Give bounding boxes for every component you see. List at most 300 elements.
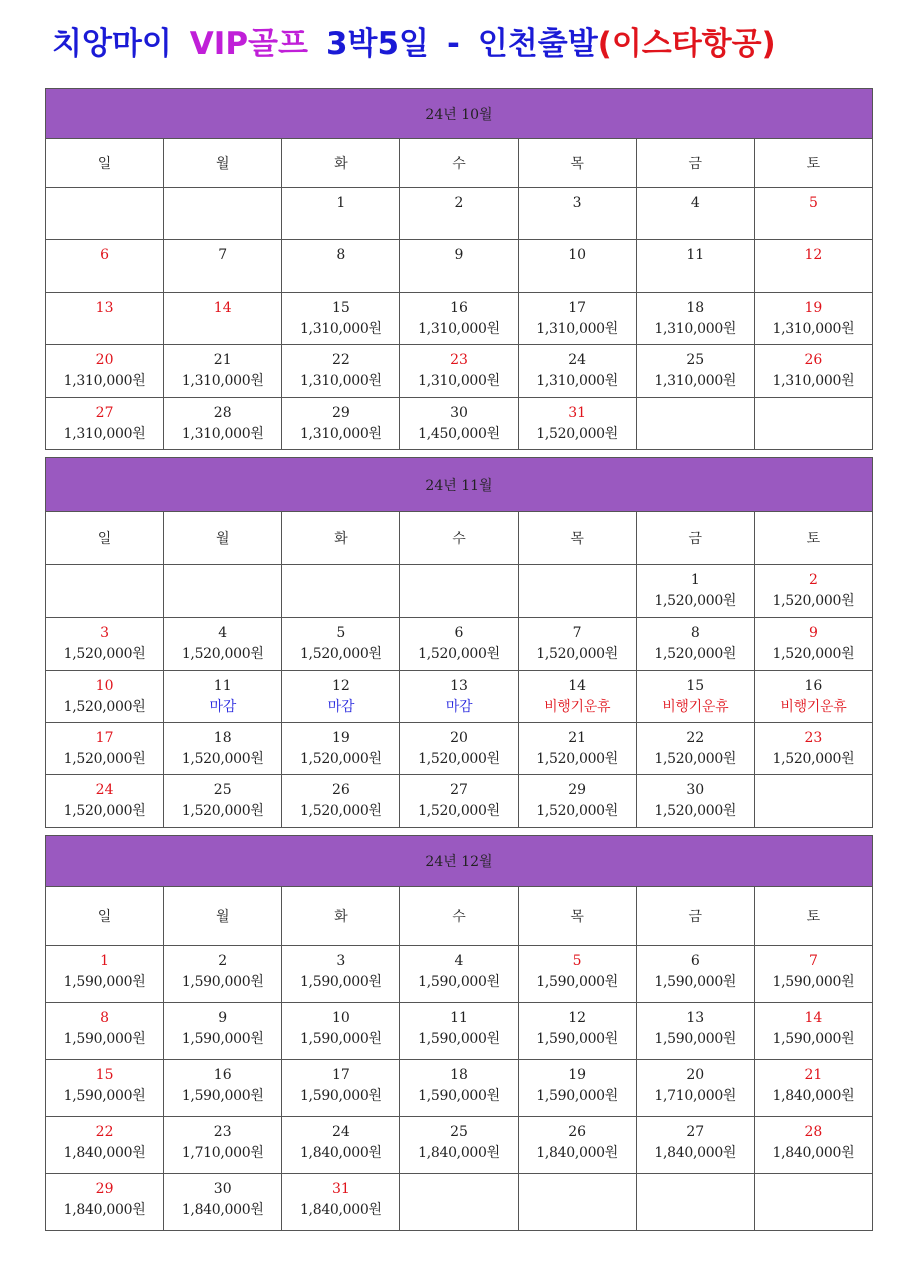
day-number: 31 bbox=[331, 1181, 350, 1197]
day-number: 19 bbox=[804, 300, 823, 316]
day-cell bbox=[282, 293, 400, 345]
week-row bbox=[46, 1174, 873, 1231]
day-cell bbox=[46, 398, 164, 450]
day-cell bbox=[518, 240, 636, 293]
week-row bbox=[46, 1117, 873, 1174]
day-number: 14 bbox=[213, 300, 232, 316]
day-price: 1,310,000원 bbox=[772, 321, 855, 337]
day-cell bbox=[754, 775, 872, 828]
day-price: 1,310,000원 bbox=[181, 426, 264, 442]
weekday-label: 수 bbox=[400, 512, 518, 565]
day-cell bbox=[518, 293, 636, 345]
day-price: 1,520,000원 bbox=[772, 646, 855, 662]
day-cell bbox=[754, 723, 872, 775]
day-price: 1,520,000원 bbox=[536, 646, 619, 662]
day-cell bbox=[164, 775, 282, 828]
day-cell bbox=[164, 723, 282, 775]
weekday-label: 토 bbox=[754, 887, 872, 946]
day-number: 1 bbox=[690, 572, 700, 588]
day-price: 1,840,000원 bbox=[63, 1145, 146, 1161]
day-cell bbox=[636, 398, 754, 450]
month-title: 24년 10월 bbox=[46, 89, 873, 139]
day-cell bbox=[164, 946, 282, 1003]
day-number: 19 bbox=[568, 1067, 587, 1083]
day-number: 13 bbox=[686, 1010, 705, 1026]
day-price: 1,520,000원 bbox=[536, 426, 619, 442]
day-cell bbox=[400, 1003, 518, 1060]
day-cell bbox=[754, 188, 872, 240]
day-price: 1,590,000원 bbox=[299, 974, 382, 990]
day-price: 1,520,000원 bbox=[181, 646, 264, 662]
day-price: 1,310,000원 bbox=[299, 426, 382, 442]
title-duration: 3박5일 bbox=[325, 26, 429, 62]
day-cell bbox=[400, 671, 518, 723]
day-number: 3 bbox=[572, 195, 582, 211]
day-price: 1,590,000원 bbox=[63, 1088, 146, 1104]
day-number: 12 bbox=[568, 1010, 587, 1026]
day-number: 4 bbox=[454, 953, 464, 969]
day-price: 1,310,000원 bbox=[181, 373, 264, 389]
day-number: 16 bbox=[450, 300, 468, 316]
day-cell bbox=[164, 618, 282, 671]
week-row bbox=[46, 188, 873, 240]
day-number: 14 bbox=[568, 678, 587, 694]
day-price: 마감 bbox=[327, 699, 355, 715]
day-price: 1,520,000원 bbox=[654, 751, 737, 767]
day-number: 3 bbox=[100, 625, 110, 641]
month-title: 24년 12월 bbox=[46, 836, 873, 887]
day-cell bbox=[518, 775, 636, 828]
weekday-label: 일 bbox=[46, 887, 164, 946]
day-price: 1,310,000원 bbox=[654, 373, 737, 389]
day-number: 9 bbox=[218, 1010, 228, 1026]
day-cell bbox=[400, 618, 518, 671]
day-number: 3 bbox=[336, 953, 346, 969]
day-number: 29 bbox=[331, 405, 350, 421]
day-price: 1,310,000원 bbox=[299, 321, 382, 337]
title-airline: (이스타항공) bbox=[597, 26, 776, 62]
day-price: 1,590,000원 bbox=[181, 1088, 264, 1104]
day-cell bbox=[282, 188, 400, 240]
day-number: 5 bbox=[808, 195, 818, 211]
day-number: 29 bbox=[95, 1181, 114, 1197]
day-price: 1,840,000원 bbox=[772, 1088, 855, 1104]
day-cell bbox=[282, 240, 400, 293]
day-price: 1,310,000원 bbox=[772, 373, 855, 389]
day-number: 5 bbox=[572, 953, 582, 969]
day-cell bbox=[636, 946, 754, 1003]
day-price: 1,590,000원 bbox=[63, 1031, 146, 1047]
weekday-label: 수 bbox=[400, 139, 518, 188]
day-cell bbox=[282, 1174, 400, 1231]
month-title: 24년 11월 bbox=[46, 458, 873, 512]
day-number: 4 bbox=[690, 195, 700, 211]
day-price: 1,520,000원 bbox=[772, 751, 855, 767]
day-number: 25 bbox=[450, 1124, 468, 1140]
day-number: 1 bbox=[100, 953, 110, 969]
day-cell bbox=[400, 565, 518, 618]
day-number: 30 bbox=[450, 405, 468, 421]
weekday-label: 토 bbox=[754, 512, 872, 565]
day-price: 1,590,000원 bbox=[536, 1088, 619, 1104]
weekday-label: 금 bbox=[636, 139, 754, 188]
day-cell bbox=[636, 1003, 754, 1060]
day-price: 1,840,000원 bbox=[654, 1145, 737, 1161]
day-number: 21 bbox=[213, 352, 232, 368]
day-cell bbox=[282, 671, 400, 723]
weekday-label: 목 bbox=[518, 512, 636, 565]
week-row bbox=[46, 1003, 873, 1060]
week-row bbox=[46, 723, 873, 775]
day-number: 16 bbox=[213, 1067, 232, 1083]
day-number: 14 bbox=[804, 1010, 823, 1026]
day-price: 1,840,000원 bbox=[772, 1145, 855, 1161]
week-row bbox=[46, 775, 873, 828]
day-cell bbox=[46, 565, 164, 618]
day-cell bbox=[46, 188, 164, 240]
day-cell bbox=[754, 1174, 872, 1231]
day-cell bbox=[518, 398, 636, 450]
day-cell bbox=[636, 1174, 754, 1231]
day-number: 12 bbox=[331, 678, 350, 694]
day-cell bbox=[164, 345, 282, 398]
day-cell bbox=[518, 1117, 636, 1174]
day-price: 1,310,000원 bbox=[63, 426, 146, 442]
day-number: 28 bbox=[213, 405, 232, 421]
weekday-label: 화 bbox=[282, 139, 400, 188]
weekday-label: 목 bbox=[518, 139, 636, 188]
day-cell bbox=[46, 671, 164, 723]
day-cell bbox=[282, 1060, 400, 1117]
day-number: 7 bbox=[572, 625, 582, 641]
day-price: 1,520,000원 bbox=[654, 803, 737, 819]
weekday-label: 화 bbox=[282, 887, 400, 946]
day-price: 1,310,000원 bbox=[536, 373, 619, 389]
title-destination: 치앙마이 bbox=[52, 26, 172, 62]
day-number: 17 bbox=[95, 730, 114, 746]
day-cell bbox=[282, 398, 400, 450]
day-cell bbox=[636, 1117, 754, 1174]
day-cell bbox=[282, 565, 400, 618]
day-cell bbox=[754, 1003, 872, 1060]
day-number: 26 bbox=[331, 782, 350, 798]
day-price: 1,310,000원 bbox=[63, 373, 146, 389]
day-price: 1,520,000원 bbox=[418, 803, 500, 819]
day-cell bbox=[46, 240, 164, 293]
day-cell bbox=[754, 618, 872, 671]
day-number: 27 bbox=[686, 1124, 705, 1140]
day-number: 11 bbox=[450, 1010, 468, 1026]
day-number: 21 bbox=[568, 730, 587, 746]
day-cell bbox=[46, 1117, 164, 1174]
day-price: 1,590,000원 bbox=[418, 974, 500, 990]
day-price: 1,590,000원 bbox=[299, 1088, 382, 1104]
day-cell bbox=[282, 1003, 400, 1060]
day-price: 1,710,000원 bbox=[654, 1088, 737, 1104]
day-cell bbox=[400, 1174, 518, 1231]
day-cell bbox=[164, 1117, 282, 1174]
day-number: 25 bbox=[686, 352, 705, 368]
month-header bbox=[46, 458, 873, 512]
week-row bbox=[46, 946, 873, 1003]
day-cell bbox=[754, 398, 872, 450]
day-number: 10 bbox=[95, 678, 114, 694]
day-cell bbox=[164, 398, 282, 450]
day-price: 1,520,000원 bbox=[536, 751, 619, 767]
day-number: 28 bbox=[804, 1124, 823, 1140]
day-cell bbox=[754, 565, 872, 618]
day-number: 16 bbox=[804, 678, 823, 694]
day-cell bbox=[636, 188, 754, 240]
day-number: 6 bbox=[454, 625, 464, 641]
day-price: 비행기운휴 bbox=[662, 699, 729, 715]
day-price: 1,840,000원 bbox=[63, 1202, 146, 1218]
day-price: 1,520,000원 bbox=[418, 646, 500, 662]
day-price: 1,840,000원 bbox=[299, 1202, 382, 1218]
day-cell bbox=[282, 775, 400, 828]
weekday-row bbox=[46, 887, 873, 946]
day-cell bbox=[282, 618, 400, 671]
day-cell bbox=[46, 775, 164, 828]
day-cell bbox=[518, 188, 636, 240]
day-cell bbox=[282, 946, 400, 1003]
day-cell bbox=[164, 188, 282, 240]
day-cell bbox=[754, 240, 872, 293]
day-number: 20 bbox=[686, 1067, 705, 1083]
day-cell bbox=[636, 671, 754, 723]
day-cell bbox=[754, 293, 872, 345]
day-price: 1,590,000원 bbox=[299, 1031, 382, 1047]
day-number: 22 bbox=[95, 1124, 114, 1140]
day-number: 8 bbox=[690, 625, 700, 641]
day-price: 비행기운휴 bbox=[544, 699, 611, 715]
title-departure: 인천출발 bbox=[477, 26, 598, 62]
weekday-label: 목 bbox=[518, 887, 636, 946]
day-number: 7 bbox=[808, 953, 818, 969]
day-number: 18 bbox=[213, 730, 232, 746]
calendar-october bbox=[45, 88, 873, 450]
calendar-november bbox=[45, 457, 873, 828]
day-cell bbox=[282, 345, 400, 398]
day-number: 30 bbox=[213, 1181, 232, 1197]
month-header bbox=[46, 836, 873, 887]
day-price: 1,840,000원 bbox=[299, 1145, 382, 1161]
day-cell bbox=[400, 188, 518, 240]
day-cell bbox=[518, 671, 636, 723]
day-cell bbox=[400, 398, 518, 450]
day-price: 1,590,000원 bbox=[536, 974, 619, 990]
weekday-label: 월 bbox=[164, 512, 282, 565]
day-cell bbox=[754, 946, 872, 1003]
day-price: 1,450,000원 bbox=[418, 426, 500, 442]
day-number: 11 bbox=[686, 247, 705, 263]
day-cell bbox=[518, 1003, 636, 1060]
day-number: 20 bbox=[450, 730, 468, 746]
day-number: 1 bbox=[336, 195, 346, 211]
day-number: 2 bbox=[218, 953, 228, 969]
day-number: 15 bbox=[331, 300, 350, 316]
weekday-row bbox=[46, 139, 873, 188]
day-cell bbox=[636, 345, 754, 398]
day-cell bbox=[636, 1060, 754, 1117]
day-number: 23 bbox=[804, 730, 823, 746]
day-number: 13 bbox=[450, 678, 468, 694]
week-row bbox=[46, 293, 873, 345]
day-number: 26 bbox=[568, 1124, 587, 1140]
day-price: 1,310,000원 bbox=[418, 321, 500, 337]
day-number: 15 bbox=[686, 678, 705, 694]
day-cell bbox=[636, 293, 754, 345]
page-title bbox=[52, 18, 776, 66]
day-price: 1,590,000원 bbox=[63, 974, 146, 990]
day-price: 1,590,000원 bbox=[181, 974, 264, 990]
day-price: 1,520,000원 bbox=[299, 751, 382, 767]
day-cell bbox=[46, 1003, 164, 1060]
day-price: 1,590,000원 bbox=[418, 1031, 500, 1047]
day-number: 31 bbox=[568, 405, 587, 421]
day-cell bbox=[46, 1060, 164, 1117]
day-cell bbox=[754, 1117, 872, 1174]
day-cell bbox=[518, 1060, 636, 1117]
title-product: VIP골프 bbox=[189, 26, 308, 62]
day-price: 1,520,000원 bbox=[63, 751, 146, 767]
day-number: 21 bbox=[804, 1067, 823, 1083]
day-price: 1,520,000원 bbox=[654, 646, 737, 662]
day-price: 1,840,000원 bbox=[536, 1145, 619, 1161]
day-cell bbox=[636, 618, 754, 671]
day-price: 1,520,000원 bbox=[654, 593, 737, 609]
day-price: 1,590,000원 bbox=[654, 1031, 737, 1047]
day-number: 19 bbox=[331, 730, 350, 746]
weekday-label: 금 bbox=[636, 887, 754, 946]
day-cell bbox=[518, 345, 636, 398]
week-row bbox=[46, 1060, 873, 1117]
day-price: 마감 bbox=[209, 699, 236, 715]
day-price: 1,520,000원 bbox=[772, 593, 855, 609]
day-cell bbox=[164, 240, 282, 293]
day-cell bbox=[164, 565, 282, 618]
weekday-label: 수 bbox=[400, 887, 518, 946]
day-cell bbox=[164, 1003, 282, 1060]
day-number: 17 bbox=[331, 1067, 350, 1083]
day-number: 9 bbox=[808, 625, 818, 641]
day-number: 22 bbox=[686, 730, 705, 746]
day-cell bbox=[164, 671, 282, 723]
day-price: 1,310,000원 bbox=[654, 321, 737, 337]
day-number: 25 bbox=[213, 782, 232, 798]
day-cell bbox=[636, 723, 754, 775]
day-price: 마감 bbox=[445, 699, 473, 715]
day-cell bbox=[754, 1060, 872, 1117]
month-header bbox=[46, 89, 873, 139]
day-number: 18 bbox=[450, 1067, 468, 1083]
week-row bbox=[46, 345, 873, 398]
day-cell bbox=[46, 1174, 164, 1231]
day-number: 15 bbox=[95, 1067, 114, 1083]
day-cell bbox=[754, 345, 872, 398]
day-cell bbox=[518, 946, 636, 1003]
day-cell bbox=[518, 565, 636, 618]
day-cell bbox=[400, 1117, 518, 1174]
day-cell bbox=[400, 1060, 518, 1117]
day-cell bbox=[164, 293, 282, 345]
day-number: 27 bbox=[450, 782, 468, 798]
weekday-label: 일 bbox=[46, 512, 164, 565]
day-price: 1,590,000원 bbox=[654, 974, 737, 990]
day-cell bbox=[46, 345, 164, 398]
day-number: 22 bbox=[331, 352, 350, 368]
day-number: 17 bbox=[568, 300, 587, 316]
day-number: 27 bbox=[95, 405, 114, 421]
day-price: 비행기운휴 bbox=[780, 699, 847, 715]
weekday-label: 금 bbox=[636, 512, 754, 565]
day-number: 2 bbox=[808, 572, 818, 588]
day-number: 8 bbox=[336, 247, 346, 263]
day-number: 23 bbox=[450, 352, 468, 368]
day-price: 1,310,000원 bbox=[536, 321, 619, 337]
day-number: 20 bbox=[95, 352, 114, 368]
day-cell bbox=[636, 565, 754, 618]
day-cell bbox=[518, 723, 636, 775]
day-price: 1,520,000원 bbox=[299, 803, 382, 819]
week-row bbox=[46, 398, 873, 450]
day-price: 1,590,000원 bbox=[772, 1031, 855, 1047]
weekday-label: 월 bbox=[164, 139, 282, 188]
day-price: 1,520,000원 bbox=[181, 803, 264, 819]
day-price: 1,590,000원 bbox=[772, 974, 855, 990]
day-price: 1,520,000원 bbox=[63, 646, 146, 662]
day-number: 24 bbox=[95, 782, 114, 798]
day-cell bbox=[46, 723, 164, 775]
day-price: 1,590,000원 bbox=[418, 1088, 500, 1104]
day-number: 30 bbox=[686, 782, 705, 798]
day-price: 1,520,000원 bbox=[418, 751, 500, 767]
day-price: 1,520,000원 bbox=[299, 646, 382, 662]
day-cell bbox=[754, 671, 872, 723]
day-price: 1,590,000원 bbox=[181, 1031, 264, 1047]
day-number: 8 bbox=[100, 1010, 110, 1026]
day-number: 24 bbox=[568, 352, 587, 368]
day-price: 1,520,000원 bbox=[181, 751, 264, 767]
day-number: 12 bbox=[804, 247, 823, 263]
day-number: 6 bbox=[100, 247, 110, 263]
day-cell bbox=[282, 723, 400, 775]
day-cell bbox=[518, 1174, 636, 1231]
day-number: 2 bbox=[454, 195, 464, 211]
day-price: 1,840,000원 bbox=[418, 1145, 500, 1161]
day-cell bbox=[164, 1060, 282, 1117]
day-price: 1,520,000원 bbox=[536, 803, 619, 819]
day-number: 4 bbox=[218, 625, 228, 641]
day-cell bbox=[636, 240, 754, 293]
week-row bbox=[46, 618, 873, 671]
day-cell bbox=[636, 775, 754, 828]
week-row bbox=[46, 565, 873, 618]
weekday-label: 일 bbox=[46, 139, 164, 188]
day-number: 6 bbox=[690, 953, 700, 969]
day-number: 29 bbox=[568, 782, 587, 798]
day-number: 24 bbox=[331, 1124, 350, 1140]
day-price: 1,310,000원 bbox=[418, 373, 500, 389]
day-number: 9 bbox=[454, 247, 464, 263]
day-price: 1,520,000원 bbox=[63, 803, 146, 819]
weekday-label: 월 bbox=[164, 887, 282, 946]
day-price: 1,520,000원 bbox=[63, 699, 146, 715]
day-number: 13 bbox=[95, 300, 114, 316]
title-dash: - bbox=[446, 26, 460, 62]
week-row bbox=[46, 671, 873, 723]
day-number: 23 bbox=[213, 1124, 232, 1140]
